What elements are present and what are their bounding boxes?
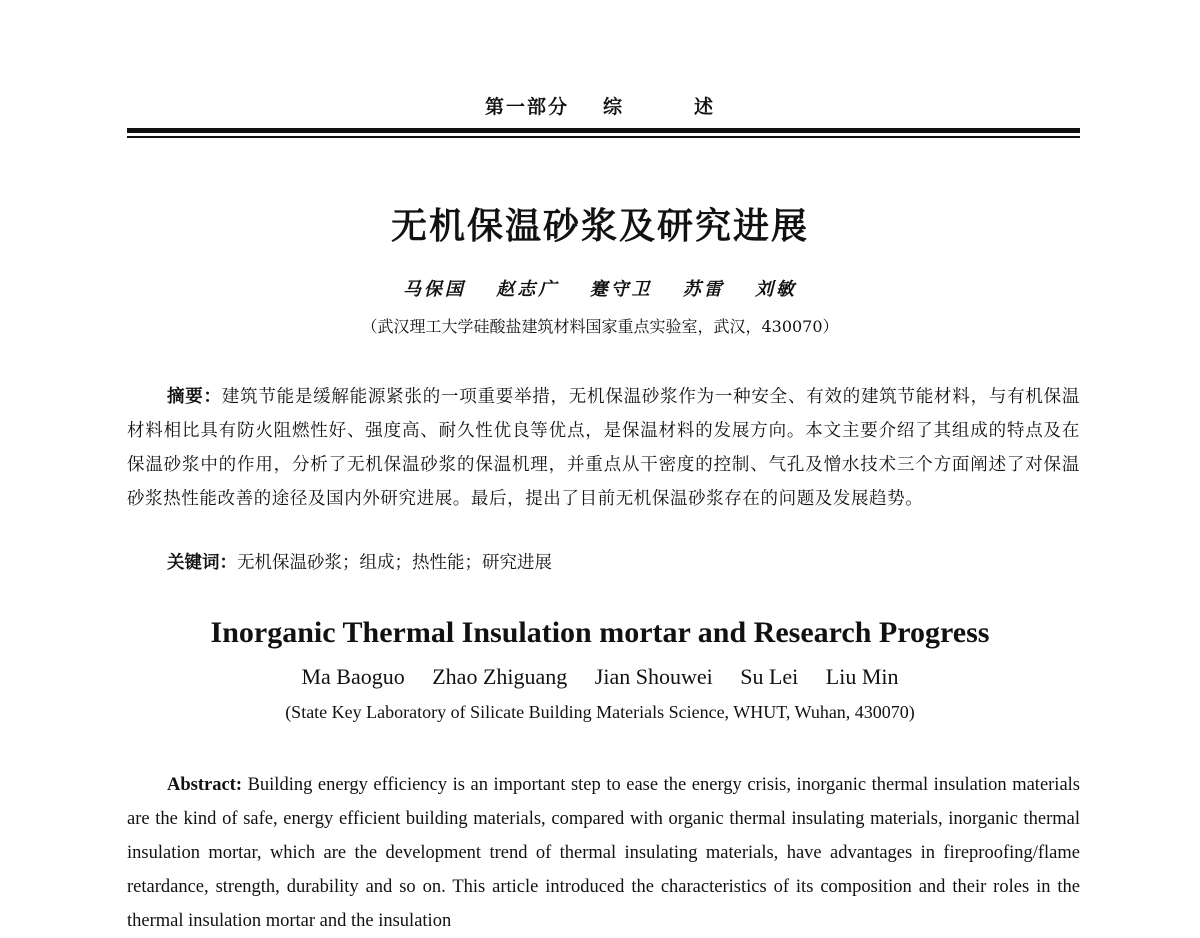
author-en: Zhao Zhiguang xyxy=(432,664,568,689)
author-en: Jian Shouwei xyxy=(594,664,713,689)
paper-title-cn: 无机保温砂浆及研究进展 xyxy=(390,206,809,247)
author-en: Su Lei xyxy=(740,664,799,689)
section-part: 第一部分 xyxy=(484,96,569,118)
affiliation-en: (State Key Laboratory of Silicate Building Materials Science, WHUT, Wuhan, 430070) xyxy=(285,702,915,722)
abstract-en-label: Abstract: xyxy=(167,775,243,795)
abstract-en-text: Building energy efficiency is an important step to ease the energy crisis, inorganic thermal insulation materials are the kind of safe, energy efficient building materials, compared with organic thermal insulating materials, inorganic thermal insulation mortar, which are the development trend of thermal insulating materials, have advantages in fireproofing/flame retardance, strength, durability and so on. This article introduced the characteristics of its composition and their roles in the thermal insulation mortar and the insulation xyxy=(127,775,1081,931)
section-word-1: 综 xyxy=(602,96,624,118)
author-cn: 赵志广 xyxy=(496,279,560,300)
author-cn: 苏雷 xyxy=(682,279,725,300)
abstract-en xyxy=(127,768,1080,938)
abstract-cn xyxy=(127,380,1080,516)
authors-en xyxy=(0,664,1200,690)
affiliation-cn: （武汉理工大学硅酸盐建筑材料国家重点实验室，武汉，430070） xyxy=(361,317,839,336)
author-en: Ma Baoguo xyxy=(301,664,405,689)
keywords-cn-text: 无机保温砂浆；组成；热性能；研究进展 xyxy=(237,553,552,573)
section-header xyxy=(0,92,1200,119)
abstract-cn-label: 摘要： xyxy=(167,387,222,407)
author-cn: 刘敏 xyxy=(755,279,798,300)
abstract-cn-text: 建筑节能是缓解能源紧张的一项重要举措，无机保温砂浆作为一种安全、有效的建筑节能材料，与有机保温材料相比具有防火阻燃性好、强度高、耐久性优良等优点，是保温材料的发展方向。本文主要介绍了其组成的特点及在保温砂浆中的作用，分析了无机保温砂浆的保温机理，并重点从干密度的控制、气孔及憎水技术三个方面阐述了对保温砂浆热性能改善的途径及国内外研究进展。最后，提出了目前无机保温砂浆存在的问题及发展趋势。 xyxy=(127,387,1080,509)
author-cn: 蹇守卫 xyxy=(589,279,653,300)
author-en: Liu Min xyxy=(825,664,899,689)
paper-title-en: Inorganic Thermal Insulation mortar and Research Progress xyxy=(210,616,990,649)
keywords-cn xyxy=(167,548,1080,578)
authors-cn xyxy=(0,275,1200,301)
keywords-cn-label: 关键词： xyxy=(167,553,237,573)
section-word-2: 述 xyxy=(694,96,716,118)
author-cn: 马保国 xyxy=(402,279,466,300)
header-rule-thick xyxy=(127,128,1080,133)
header-rule-thin xyxy=(127,136,1080,138)
